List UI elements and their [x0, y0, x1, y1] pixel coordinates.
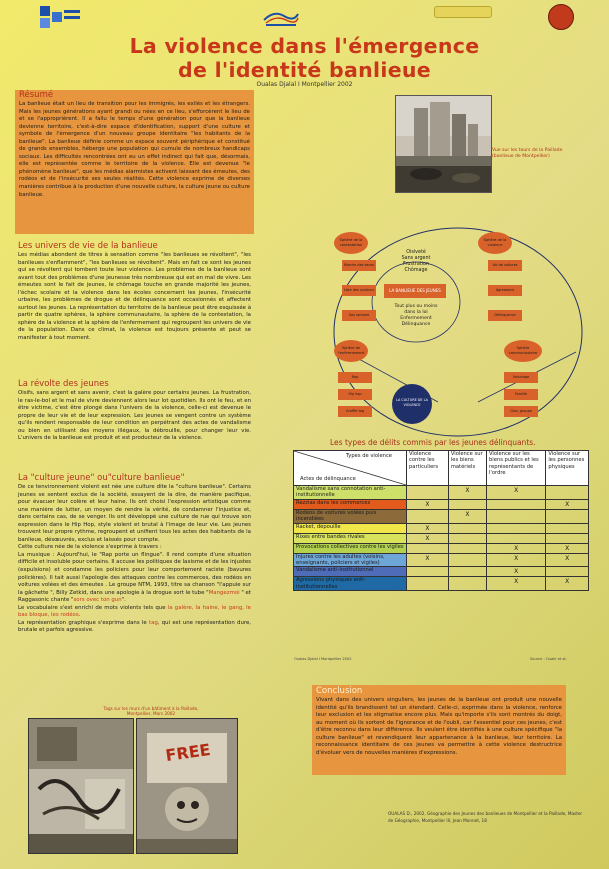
resume-section	[15, 90, 254, 234]
table-title: Les types de délits commis par les jeunes délinquants.	[330, 438, 536, 447]
table-row	[294, 567, 589, 577]
culture-text-1: De ce tenvironnement violent est née une culture dite la "culture banlieue". Certains jeunes se sentent exclus de la société, essayent de la dire, de manière pacifique, pour évacuer leur colère et leur haine. Ils ont choisi l'expression artistique comme une manière de lutter, un moyen de rendre la vérité, de condamner l'injustice et, dans certains cas, de se venger. Ils ont développé une culture de rue qui trouve son expression dans le Hip Hop, style violent et brutal à l'image de leur vie. Les jeunes trouvent leur propre rythme, regroupent et unifient tous les actes des habitants de la banlieue, désœuvrés, exclus et laissés pour compte.	[18, 484, 251, 543]
delinquency-table	[293, 450, 589, 591]
table-row	[294, 523, 589, 533]
poster-author: Oualas Djalal I Montpellier 2002	[256, 81, 353, 88]
table-cell-mark: X	[486, 577, 545, 591]
boxes-violence: Vol de voitures Agressions Délinquance	[488, 260, 522, 321]
boxes-enfermement: Rap Hip hop Graffiti tag	[338, 372, 372, 417]
univers-heading: Les univers de vie de la banlieue	[18, 241, 158, 251]
school-seal-logo	[548, 4, 574, 30]
culture-text-4: Le vocabulaire s'est enrichi de mots violents tels que la galère, la haine, le gang, le bas bloque, les rodéos.	[18, 604, 252, 619]
table-cell-mark	[546, 509, 589, 523]
table-cell-mark	[448, 567, 486, 577]
title-line-1: La violence dans l'émergence	[129, 34, 480, 58]
university-logo	[262, 6, 300, 28]
boxes-communautaire: Voisinage Famille Clan, groupe	[504, 372, 538, 417]
institution-logo	[40, 6, 80, 28]
table-cell-mark	[448, 523, 486, 533]
header-badge	[434, 6, 492, 18]
table-header-row	[294, 451, 589, 486]
photo-tagged-wall	[28, 718, 134, 854]
table-cell-mark	[486, 509, 545, 523]
table-cell-mark	[448, 543, 486, 553]
table-cell-mark: X	[546, 499, 589, 509]
table-cell-mark: X	[407, 553, 449, 567]
center-block: LA BANLIEUE DES JEUNES	[384, 284, 446, 298]
table-cell-mark	[546, 567, 589, 577]
table-row-label: Vandalisme anti-institutionnel	[294, 567, 407, 577]
table-cell-mark: X	[407, 499, 449, 509]
title-line-2: de l'identité banlieue	[177, 58, 432, 82]
revolte-section	[18, 379, 251, 443]
culture-section	[18, 473, 251, 635]
table-cell-mark	[448, 577, 486, 591]
resume-text: La banlieue était un lieu de transition pour les immigrés, les exilés et les étrangers. Mais les jeunes générations ayant grandi ou nées en ce lieu, s'efforcèrent le lieu de et se l'approprièrent. Il a fallu le temps d'une génération pour que la banlieue devienne territoire, c'est-à-dire espace d'identification, support d'une culture et symbole de l'émergence d'un nouveau groupe identitaire "les habitants de la banlieue". La banlieue définie comme un espace souvent périphérique et constitué de grands ensembles, héberge une population qui cumule de nombreux handicaps sociaux. Les difficultés rencontrées ont eu un effet indirect qui fait que, désormais, elle est représentée comme le territoire de la violence. Elle est devenue "le phénomène banlieue", que les médias alarmistes activent laissant des émeutes, des rodéos et de l'insécurité ses seules réalités. Cette violence exprime de diverses manières contribue à la production d'une nouvelle culture, la culture jeune ou culture banlieue.	[19, 101, 250, 198]
table-row-label: Rodéos de voitures volées puis incendiées	[294, 509, 407, 523]
table-cell-mark: X	[546, 553, 589, 567]
table-cell-mark	[407, 486, 449, 500]
center-violence-label: LA CULTURE DE LA VIOLENCE	[396, 398, 428, 407]
table-row	[294, 486, 589, 500]
table-row	[294, 577, 589, 591]
table-cell-mark	[448, 499, 486, 509]
table-row	[294, 509, 589, 523]
table-cell-mark	[407, 509, 449, 523]
table-row	[294, 553, 589, 567]
song-title-1: Mangezmoi	[208, 589, 240, 596]
table-cell-mark: X	[486, 553, 545, 567]
table-cell-mark	[546, 486, 589, 500]
table-cell-mark: X	[546, 577, 589, 591]
univers-text: Les médias abondent de titres à sensation comme "les banlieues se révoltent", "les banlieues s'enflamment", "les banlieues se révoltent". Mais en fait ce sont les jeunes qui se révoltent qui tombent toute leur violence. Les problèmes de la banlieue sont avant tout des problèmes d'une jeunesse très nombreuse qui est en mal de vivre. Les émeutes sont le fait de jeunes, le chômage touche en grande majorité les jeunes, l'échec scolaire et la violence dans les écoles concernent les jeunes, l'insécurité urbaine, les problèmes de drogue et de délinquance sont occasionnés et affectent surtout les jeunes. La représentation du territoire de la banlieue peut être esquissée à partir de quatre sphères, la sphère communautaire, la sphère de la contestation, la sphère de la violence et la sphère de l'enfermement qui regroupent les univers de vie de la population. Dans ce climat, la violence est toujours présente et peut se manifester à tout moment.	[18, 252, 251, 342]
sphere-communautaire: Sphère communautaire	[504, 340, 542, 362]
table-cell-mark	[486, 523, 545, 533]
culture-text-3: La musique : Aujourd'hui, le "Rap porte un flingue". Il rend compte d'une situation difficile et insoluble pour certains. Il accuse les politiques de laxisme et de les injustes (expulsions) et condamne les policiers pour leur comportement raciste (bavures policières). Il tait aussi l'apologie des attaques contre les commerces, des rodéos en voitures volées et des émeutes . Le groupe NTM, 1993, titre sa chanson "l'appuie sur la gâchette ", Billy Zetkid, dans une apologie à la drogue sort le tube "Mangezmoi " et Raggasonic chante "sors ovec ton gun".	[18, 551, 251, 604]
table-cell-mark: X	[407, 523, 449, 533]
culture-heading: La "culture jeune" ou"culture banlieue"	[18, 473, 185, 483]
table-cell-mark	[486, 499, 545, 509]
photo-caption-tags: Tags sur les murs d'un bâtiment à la Paillade, Montpellier, Mars 2002	[103, 706, 199, 716]
table-cell-mark: X	[448, 486, 486, 500]
resume-heading: Résumé	[19, 90, 54, 100]
col-biens-publics: Violence sur les biens publics et les représentants de l'ordre	[486, 451, 545, 486]
photo-caption-paillade: Vue sur les tours de la Paillade (banlieue de Montpellier)	[492, 148, 563, 159]
conclusion-text: Vivant dans des univers singuliers, les jeunes de la banlieue ont produit une nouvelle identité qu'ils brandissent tel un étendard. Celle-ci, exprimée dans la violence, renforce leur exclusion et les stigmatise encore plus. Mais qu'importe s'ils sont montrés du doigt, au moment où ils sortent de l'ignorance et de l'oubli, car l'essentiel pour ces jeunes, c'est d'être reconnu dans leur différence. Ils veulent être identifiés à une culture spécifique "la culture banlieue" et revendiquent leur appartenance à la banlieue, leur territoire. La reconnaissance identitaire de ces jeunes va permettre à cette violence destructrice d'évoluer vers de nouvelles manières d'expressions.	[316, 697, 562, 756]
table-cell-mark	[407, 577, 449, 591]
table-cell-mark	[407, 567, 449, 577]
culture-text-2: Cette culture née de la violence s'exprime à travers :	[18, 544, 162, 551]
poster-title	[0, 34, 609, 82]
conclusion-heading: Conclusion	[316, 686, 363, 696]
photo-graffiti-free	[136, 718, 238, 854]
col-biens-materiels: Violence sur les biens matériels	[448, 451, 486, 486]
table-cell-mark	[546, 533, 589, 543]
revolte-heading: La révolte des jeunes	[18, 379, 109, 389]
spheres-diagram	[328, 222, 587, 440]
center-consequences: Tout plus ou moins dans la loi Enfermement Délinquance	[394, 304, 438, 327]
table-cell-mark	[407, 543, 449, 553]
table-row-label: Vandalisme sans connotation anti-institutionnelle	[294, 486, 407, 500]
table-cell-mark: X	[546, 543, 589, 553]
song-title-2: sors ovec ton gun	[73, 597, 122, 604]
table-cell-mark: X	[486, 543, 545, 553]
sphere-contestation: Sphère de la contestation	[334, 232, 368, 254]
table-row	[294, 543, 589, 553]
table-cell-mark: X	[407, 533, 449, 543]
table-footer-right: Source : Ouahi et al.	[530, 657, 567, 661]
photo-paillade-towers	[395, 95, 492, 193]
table-row-label: Agressions physiques anti-institutionnelles	[294, 577, 407, 591]
table-row	[294, 499, 589, 509]
table-cell-mark	[448, 533, 486, 543]
violent-words: la galère, la haine, le gang, le bas bloque, les rodéos	[18, 604, 252, 619]
table-row-label: Rezzias dans les commerces	[294, 499, 407, 509]
univers-section	[18, 241, 251, 343]
table-cell-mark: X	[448, 509, 486, 523]
graffiti-text: FREE	[164, 739, 212, 766]
sphere-violence: Sphère de la violence	[478, 232, 512, 254]
table-row-label: Provocations collectives contre les vigiles	[294, 543, 407, 553]
center-causes: Oisiveté Sans argent Frustration Chômage	[401, 250, 431, 273]
table-row-label: Racket, dépouille	[294, 523, 407, 533]
table-cell-mark	[486, 533, 545, 543]
culture-text-5: La représentation graphique s'exprime dans le tag, qui est une représentation dure, brutale et parfois agressive.	[18, 619, 251, 634]
reference: OUALAS D., 2002, Géographie des Jeunes des banlieues de Montpellier et la Paillade, Master de Géographie, Montpellier III, Jean Monnet, 18	[388, 811, 583, 823]
col-particuliers: Violence contre les particuliers	[407, 451, 449, 486]
table-cell-mark	[448, 553, 486, 567]
tag-word: tag	[148, 619, 158, 626]
table-row	[294, 533, 589, 543]
boxes-contestation: Marche des beurs Liste des couleurs Sos racisme	[342, 260, 376, 321]
table-cell-mark: X	[486, 486, 545, 500]
table-cell-mark	[546, 523, 589, 533]
table-corner-cell: Types de violence Actes de délinquance	[294, 451, 407, 486]
conclusion-section	[312, 685, 566, 775]
table-row-label: Rixes entre bandes rivales	[294, 533, 407, 543]
sphere-enfermement: Sphère de l'enfermement	[334, 340, 368, 362]
table-row-label: Injures contre les adultes (voisins, enseignants, policiers et vigiles)	[294, 553, 407, 567]
revolte-text: Oisifs, sans argent et sans avenir, c'est la galère pour certains jeunes. La frustration, le ras-le-bol et le mal de vivre deviennent alors leur lot quotidien. Ils ont le feu, et en être victime, c'est être plongé dans l'univers de la violence, celle-ci est devenue le propre de leur vie et de leur expression. Les jeunes se vengent contre un système qu'ils rendent responsable de leur condition en perpétrant des actes de vandalisme ou bien en utilisant des moyens illégaux, la débrouille, pour changer leur vie. L'univers de la banlieue est produit et est producteur de la violence.	[18, 390, 251, 442]
table-footer-left: Oualas Djalal I Montpellier 2002	[294, 657, 352, 661]
table-cell-mark: X	[486, 567, 545, 577]
col-personnes: Violence sur les personnes physiques	[546, 451, 589, 486]
